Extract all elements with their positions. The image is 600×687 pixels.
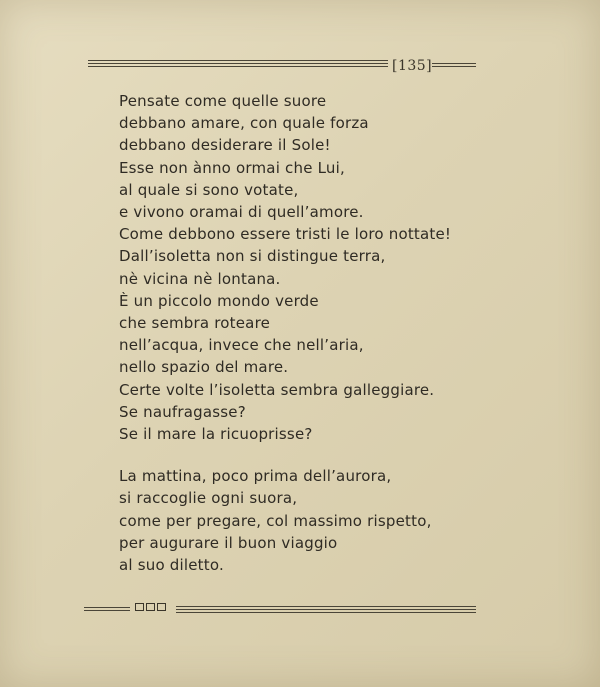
verse-line: Certe volte l’isoletta sembra galleggiare. <box>119 380 435 399</box>
poem-text <box>119 90 469 576</box>
stanza-1 <box>119 90 469 445</box>
verse-line: come per pregare, col massimo rispetto, <box>119 511 432 530</box>
verse-line: Come debbono essere tristi le loro nottate! <box>119 225 452 244</box>
page-number: [135] <box>392 58 433 74</box>
verse-line: nè vicina nè lontana. <box>119 269 281 288</box>
verse-line: È un piccolo mondo verde <box>119 291 319 310</box>
verse-line: debbano amare, con quale forza <box>119 114 369 133</box>
stanza-break <box>119 445 469 465</box>
square-ornament-icon <box>146 603 155 611</box>
verse-line: nell’acqua, invece che nell’aria, <box>119 336 364 355</box>
verse-line: Dall’isoletta non si distingue terra, <box>119 247 386 266</box>
stanza-2 <box>119 465 469 576</box>
verse-line: Se naufragasse? <box>119 402 246 421</box>
verse-line: si raccoglie ogni suora, <box>119 489 298 508</box>
square-ornament-icon <box>157 603 166 611</box>
verse-line: al suo diletto. <box>119 556 224 575</box>
verse-line: nello spazio del mare. <box>119 358 289 377</box>
verse-line: Pensate come quelle suore <box>119 92 327 110</box>
square-ornament-icon <box>135 603 144 611</box>
verse-line: La mattina, poco prima dell’aurora, <box>119 467 392 486</box>
verse-line: per augurare il buon viaggio <box>119 533 338 552</box>
verse-line: Se il mare la ricuoprisse? <box>119 425 313 444</box>
verse-line: e vivono oramai di quell’amore. <box>119 203 364 222</box>
footer-ornament <box>135 603 166 611</box>
verse-line: debbano desiderare il Sole! <box>119 136 331 155</box>
verse-line: Esse non ànno ormai che Lui, <box>119 158 345 177</box>
verse-line: che sembra roteare <box>119 314 271 333</box>
verse-line: al quale si sono votate, <box>119 180 299 199</box>
